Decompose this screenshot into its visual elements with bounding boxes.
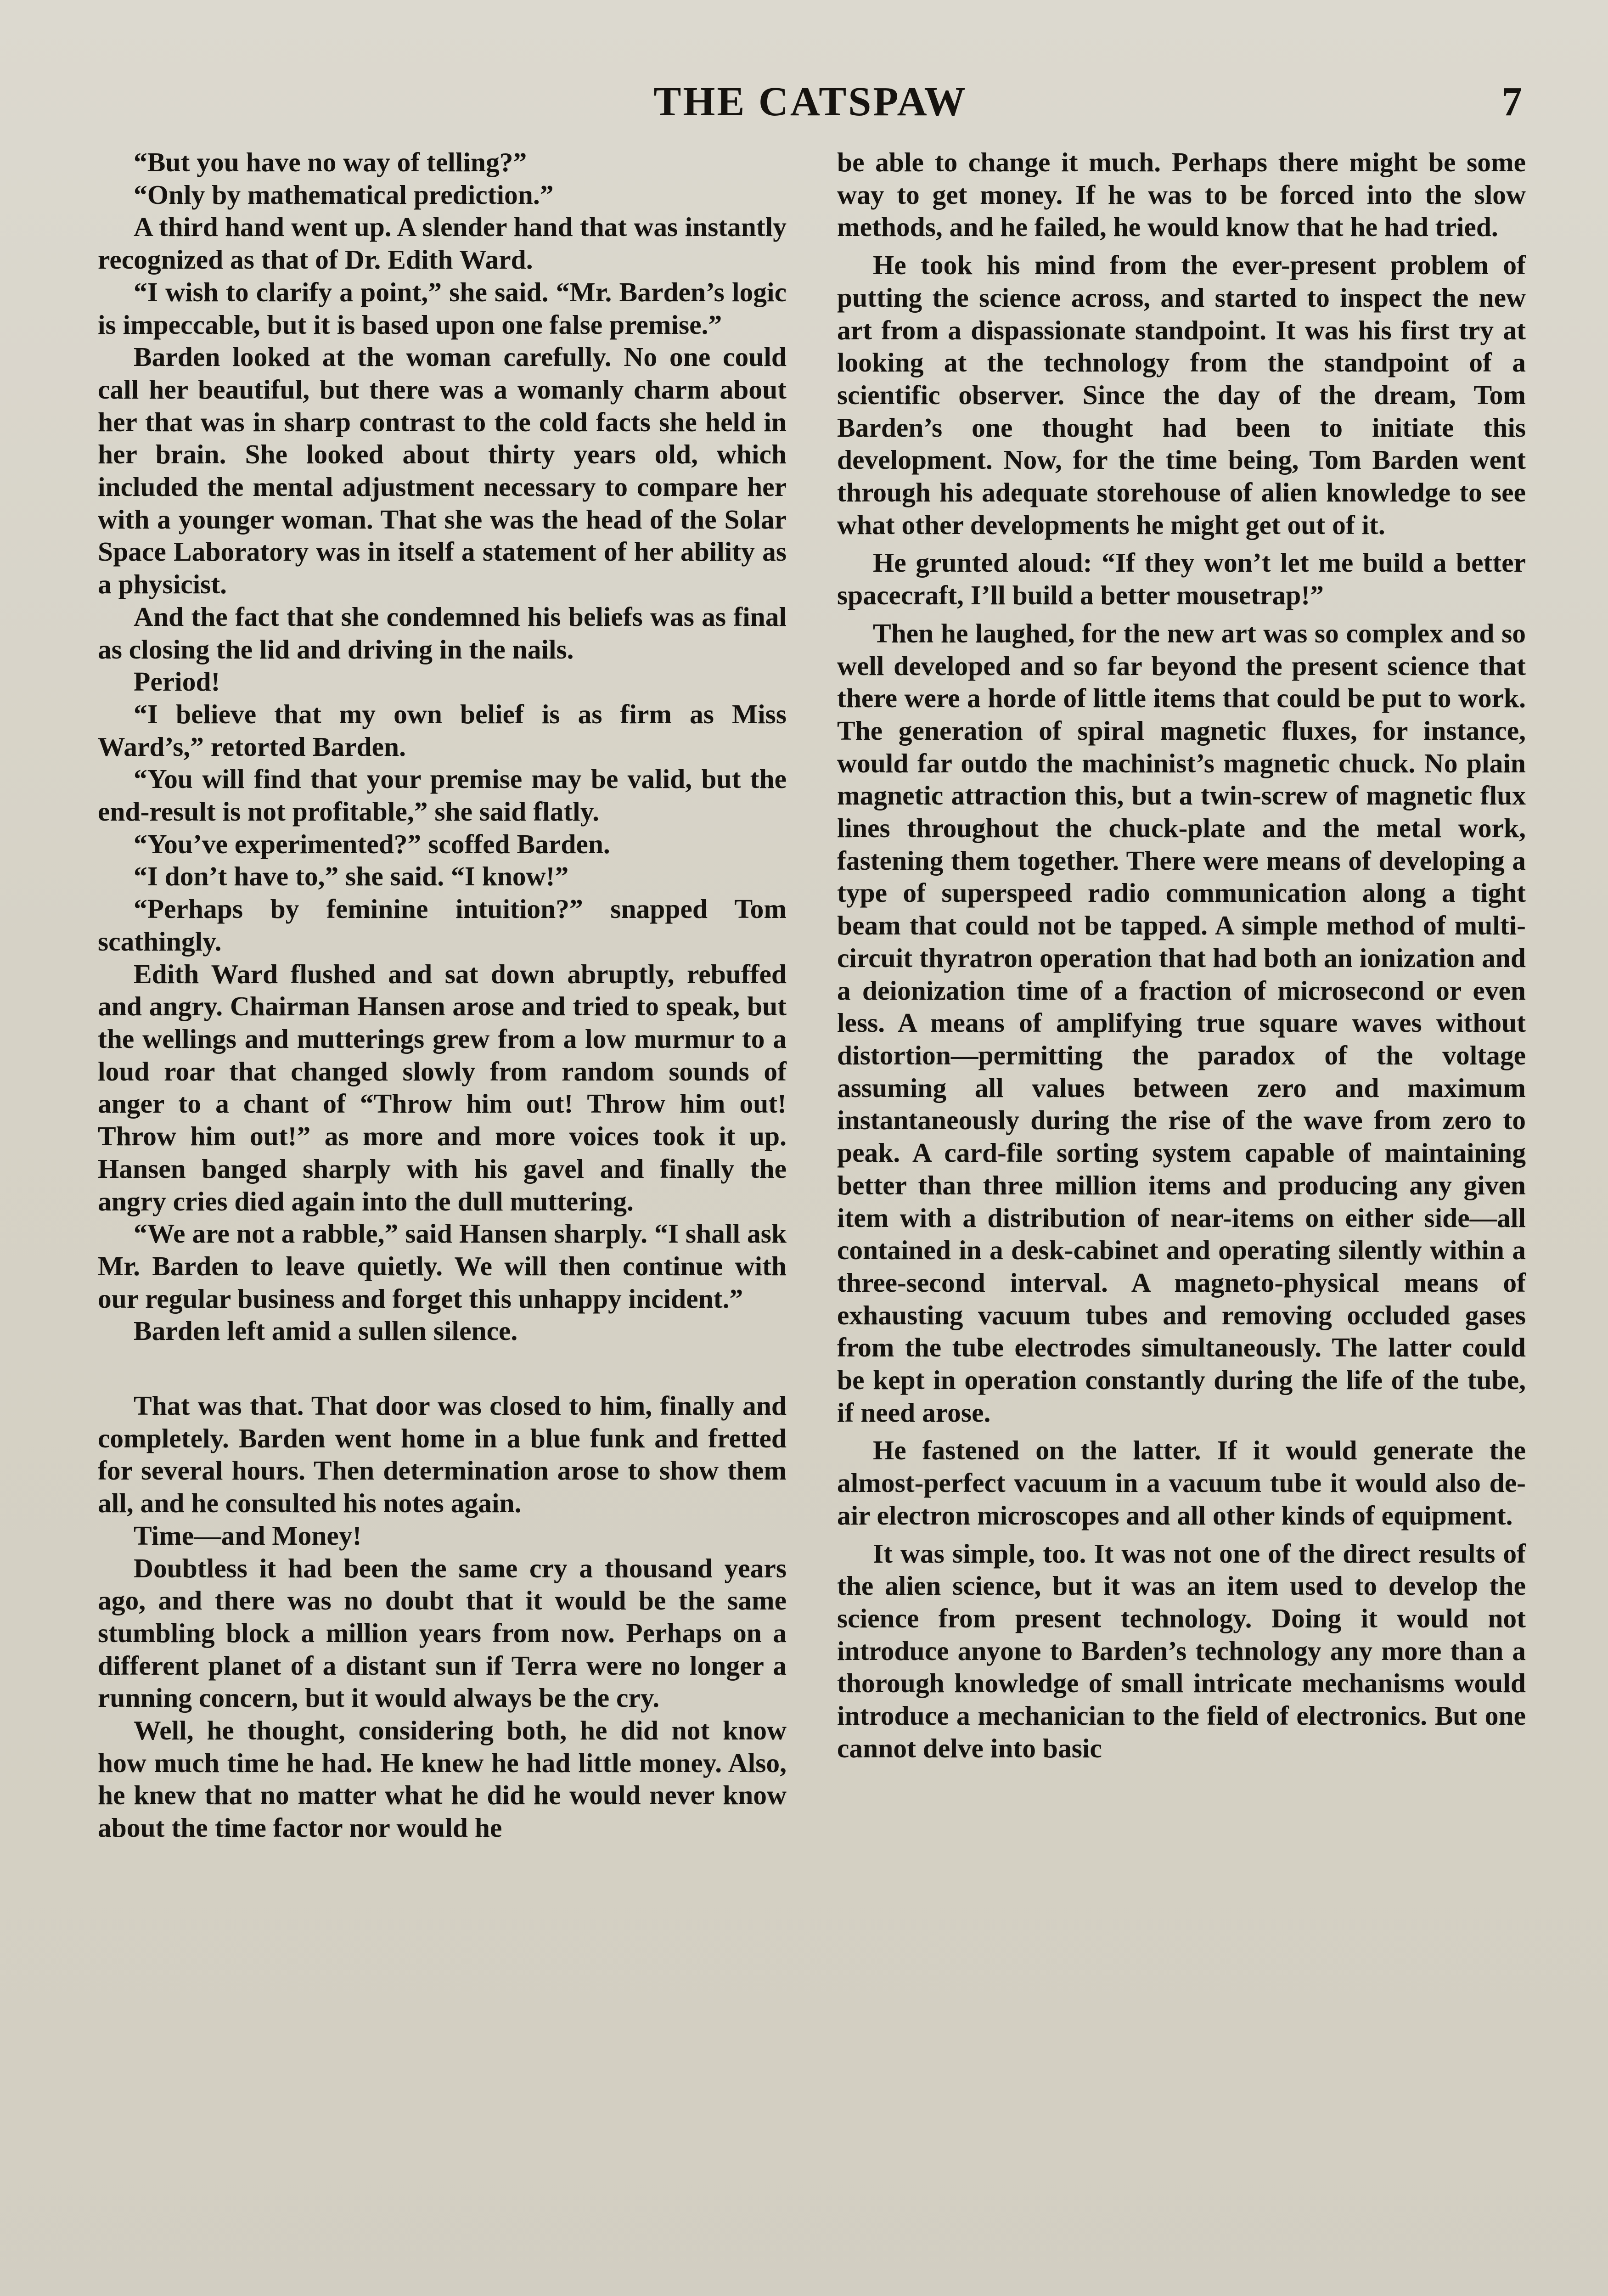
- paragraph: That was that. That door was closed to him, finally and completely. Barden went home in a blue funk and fretted for several hours. Then determination arose to show them all, and he consulted his notes again.: [98, 1390, 787, 1519]
- paragraph: “I don’t have to,” she said. “I know!”: [134, 861, 569, 892]
- running-title: THE CATSPAW: [653, 79, 967, 124]
- paragraph: Time—and Money!: [134, 1520, 362, 1551]
- paragraph: Barden looked at the woman carefully. No one could call her beautiful, but there was a womanly charm about her that was in sharp contrast to the cold facts she held in her brain. She looked about thirty years old, which included the mental adjustment necessary to compare her with a younger woman. That she was the head of the Solar Space Laboratory was in itself a statement of her ability as a physicist.: [98, 342, 787, 600]
- paragraph: He took his mind from the ever-present problem of putting the science across, and started to inspect the new art from a dispassionate standpoint. It was his first try at looking at the technology from the standpoint of a scientific observer. Since the day of the dream, Tom Barden’s one thought had been to initiate this development. Now, for the time being, Tom Barden went through his adequate storehouse of alien knowledge to see what other developments he might get out of it.: [837, 250, 1526, 540]
- paragraph: It was simple, too. It was not one of the direct results of the alien science, but it was an item used to develop the science from present technology. Doing it would not introduce anyone to Barden’s technology any more than a thorough knowledge of small intricate mechanisms would introduce a mechanician to the field of electronics. But one cannot delve into basic: [837, 1538, 1526, 1763]
- paragraph: Period!: [134, 666, 220, 697]
- paragraph: Edith Ward flushed and sat down abruptly, rebuffed and angry. Chairman Hansen arose and tried to speak, but the wellings and mutterings grew from a low murmur to a loud roar that changed slowly from random sounds of anger to a chant of “Throw him out! Throw him out! Throw him out!” as more and more voices took it up. Hansen banged sharply with his gavel and finally the angry cries died again into the dull muttering.: [98, 958, 787, 1216]
- paragraph: “You’ve experimented?” scoffed Barden.: [134, 828, 610, 859]
- running-header: [99, 78, 1522, 129]
- paragraph: He grunted aloud: “If they won’t let me build a better spacecraft, I’ll build a better mousetrap!”: [837, 547, 1526, 611]
- left-column: [98, 146, 787, 1844]
- paragraph: He fastened on the latter. If it would generate the almost-perfect vacuum in a vacuum tube it would also de-air electron microscopes and all other kinds of equipment.: [837, 1435, 1526, 1531]
- paragraph: Well, he thought, considering both, he did not know how much time he had. He knew he had little money. Also, he knew that no matter what he did he would never know about the time factor nor would he: [98, 1715, 787, 1843]
- paragraph: Doubtless it had been the same cry a thousand years ago, and there was no doubt that it would be the same stumbling block a million years from now. Perhaps on a different planet of a distant sun if Terra were no longer a running concern, but it would always be the cry.: [98, 1553, 787, 1713]
- paragraph: “We are not a rabble,” said Hansen sharply. “I shall ask Mr. Barden to leave quietly. We will then continue with our regular business and forget this unhappy incident.”: [98, 1218, 787, 1314]
- right-column: [837, 146, 1526, 1764]
- paragraph: “Perhaps by feminine intuition?” snapped Tom scathingly.: [98, 894, 787, 957]
- paragraph: be able to change it much. Perhaps there might be some way to get money. If he was to be forced into the slow methods, and he failed, he would know that he had tried.: [837, 147, 1526, 242]
- paragraph: “You will find that your premise may be valid, but the end-result is not profitable,” she said flatly.: [98, 764, 787, 827]
- page-number: 7: [1501, 79, 1522, 124]
- paragraph: “I wish to clarify a point,” she said. “Mr. Barden’s logic is impeccable, but it is based upon one false premise.”: [98, 276, 787, 340]
- paragraph: “I believe that my own belief is as firm as Miss Ward’s,” retorted Barden.: [98, 698, 787, 762]
- paragraph: A third hand went up. A slender hand that was instantly recognized as that of Dr. Edith Ward.: [98, 212, 787, 275]
- paragraph: “Only by mathematical prediction.”: [134, 179, 554, 210]
- paragraph: And the fact that she condemned his beliefs was as final as closing the lid and driving in the nails.: [98, 601, 787, 664]
- paragraph: Barden left amid a sullen silence.: [134, 1316, 518, 1346]
- paragraph: Then he laughed, for the new art was so complex and so well developed and so far beyond the present science that there were a horde of little items that could be put to work. The generation of spiral magnetic fluxes, for instance, would far outdo the machinist’s magnetic chuck. No plain magnetic attraction this, but a twin-screw of magnetic flux lines throughout the chuck-plate and the metal work, fastening them together. There were means of developing a type of superspeed radio communication along a tight beam that could not be tapped. A simple method of multi-circuit thyratron operation that had both an ionization and a deionization time of a fraction of microsecond or even less. A means of amplifying true square waves without distortion—permitting the paradox of the voltage assuming all values between zero and maximum instantaneously during the rise of the wave from zero to peak. A card-file sorting system capable of maintaining better than three million items and producing any given item with a distribution of near-items on either side—all contained in a desk-cabinet and operating silently within a three-second interval. A magneto-physical means of exhausting vacuum tubes and removing occluded gases from the tube electrodes simultaneously. The latter could be kept in operation constantly during the life of the tube, if need arose.: [837, 618, 1526, 1428]
- paragraph: “But you have no way of telling?”: [134, 147, 527, 177]
